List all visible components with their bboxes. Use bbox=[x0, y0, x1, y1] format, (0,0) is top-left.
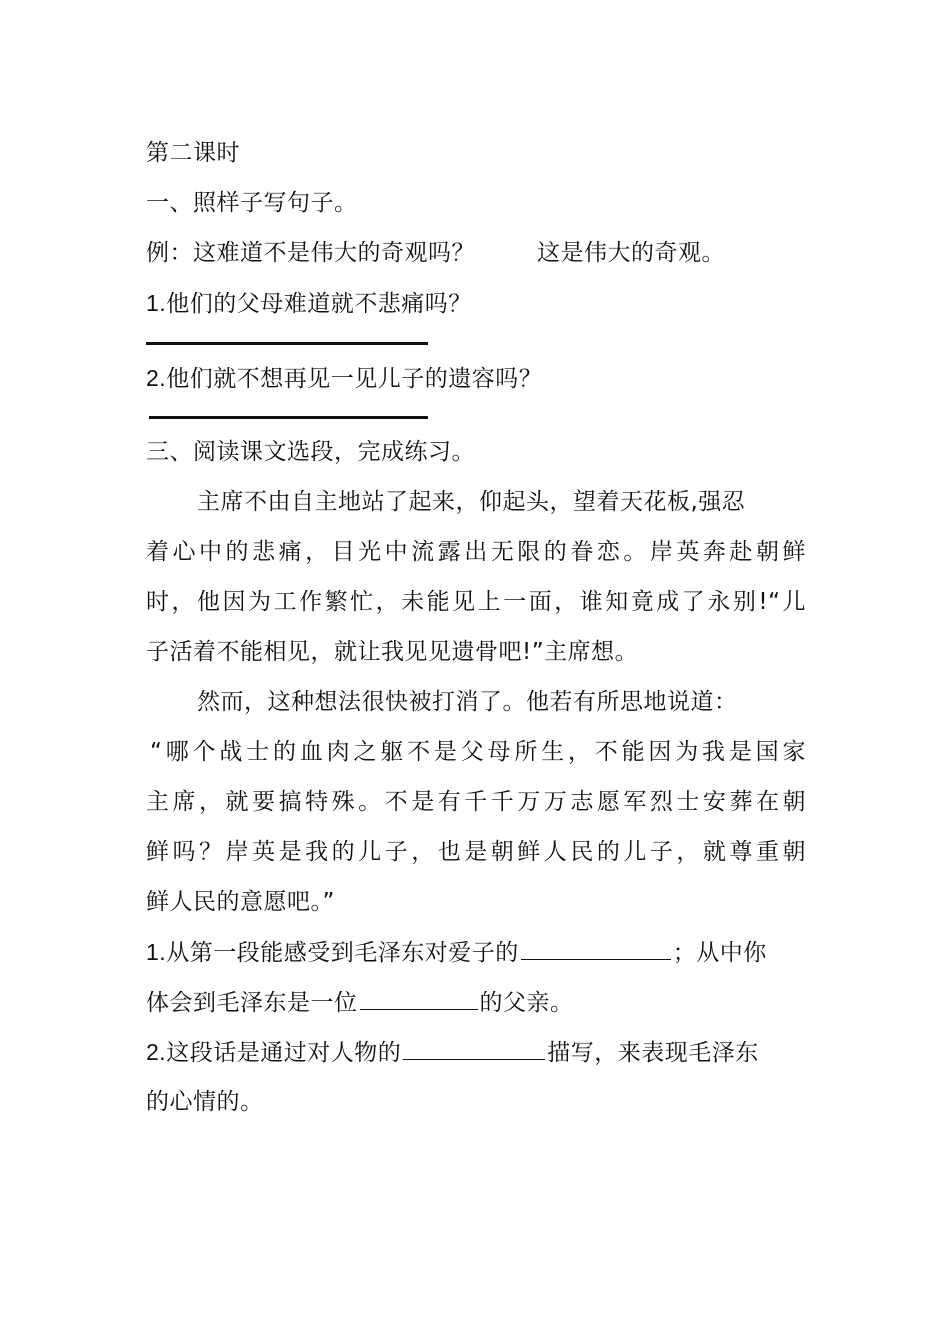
example-answer: 这是伟大的奇观。 bbox=[537, 240, 725, 266]
answer-line-1[interactable] bbox=[146, 342, 428, 345]
passage-line: 着心中的悲痛，目光中流露出无限的眷恋。岸英奔赴朝鲜 bbox=[146, 539, 806, 565]
passage-line: 鲜吗？岸英是我的儿子，也是朝鲜人民的儿子，就尊重朝 bbox=[146, 839, 806, 865]
question-text: 他们就不想再见一见儿子的遗容吗？ bbox=[166, 366, 543, 392]
passage-line: “哪个战士的血肉之躯不是父母所生，不能因为我是国家 bbox=[150, 739, 806, 765]
question-1 bbox=[146, 288, 472, 319]
question-text: 他们的父母难道就不悲痛吗？ bbox=[166, 291, 472, 317]
question-text: 从第一段能感受到毛泽东对爱子的 bbox=[166, 940, 519, 966]
section3-title: 三、阅读课文选段，完成练习。 bbox=[146, 439, 475, 465]
example-question: 例：这难道不是伟大的奇观吗？ bbox=[146, 240, 475, 266]
question-2 bbox=[146, 363, 542, 394]
question-text: 这段话是通过对人物的 bbox=[166, 1040, 402, 1066]
fill-blank[interactable] bbox=[521, 937, 671, 960]
passage-line: 主席不由自主地站了起来，仰起头，望着天花板,强忍 bbox=[197, 489, 746, 515]
question-number: 1. bbox=[146, 939, 167, 965]
reading-question-1 bbox=[146, 937, 767, 968]
passage-line: 然而，这种想法很快被打消了。他若有所思地说道： bbox=[197, 689, 738, 715]
reading-question-2-cont: 的心情的。 bbox=[146, 1089, 264, 1115]
fill-blank[interactable] bbox=[403, 1037, 545, 1060]
lesson-heading: 第二课时 bbox=[146, 140, 240, 166]
question-text: 体会到毛泽东是一位 bbox=[146, 990, 358, 1016]
fill-blank[interactable] bbox=[360, 987, 478, 1010]
passage-line: 主席，就要搞特殊。不是有千千万万志愿军烈士安葬在朝 bbox=[146, 789, 806, 815]
question-number: 2. bbox=[146, 365, 167, 391]
answer-line-2[interactable] bbox=[149, 416, 428, 419]
passage-line: 时，他因为工作繁忙，未能见上一面，谁知竟成了永别!“儿 bbox=[146, 589, 806, 615]
reading-question-1-cont bbox=[146, 987, 574, 1018]
question-number: 2. bbox=[146, 1039, 167, 1065]
question-text: 描写，来表现毛泽东 bbox=[547, 1040, 759, 1066]
example-sentence bbox=[146, 238, 725, 268]
question-number: 1. bbox=[146, 290, 167, 316]
reading-question-2 bbox=[146, 1037, 759, 1068]
question-text: 的父亲。 bbox=[479, 990, 574, 1016]
passage-line: 鲜人民的意愿吧。” bbox=[146, 889, 335, 915]
passage-line: 子活着不能相见，就让我见见遗骨吧!”主席想。 bbox=[146, 639, 639, 665]
question-text: ；从中你 bbox=[672, 940, 767, 966]
section1-title: 一、照样子写句子。 bbox=[146, 190, 358, 216]
